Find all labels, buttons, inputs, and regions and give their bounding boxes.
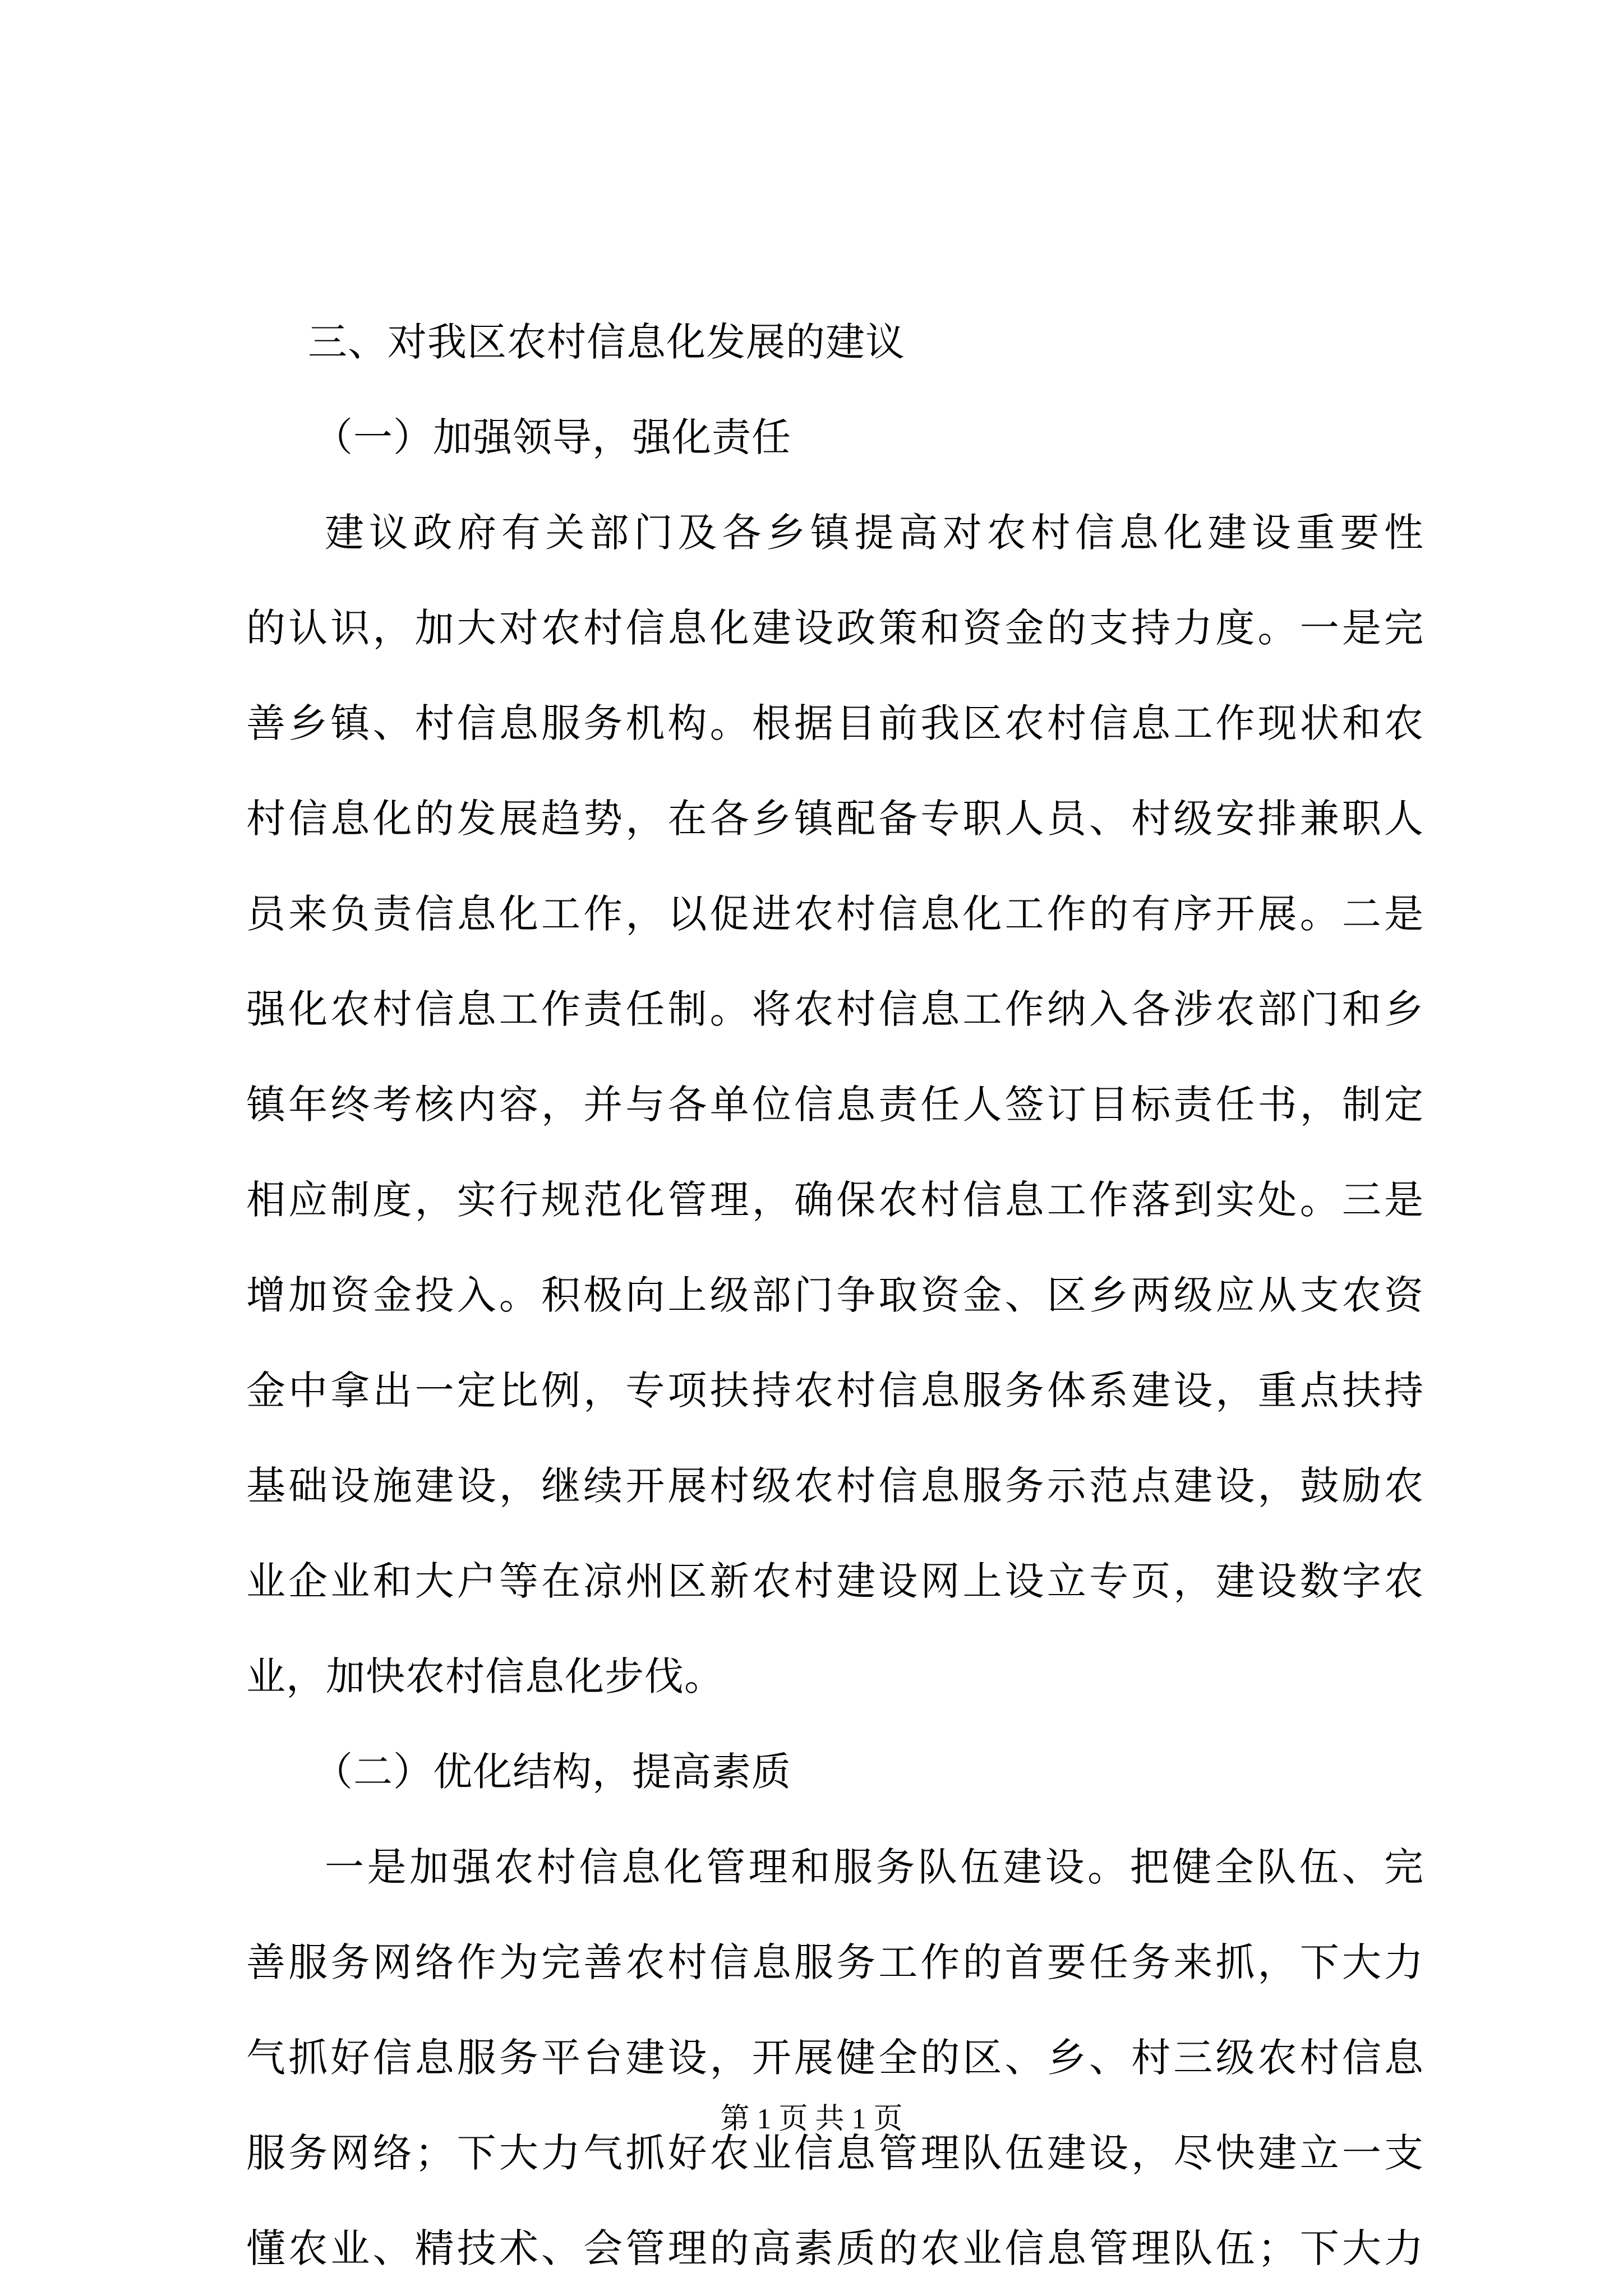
paragraph-line: 一是加强农村信息化管理和服务队伍建设。把健全队伍、完 [325,1844,1424,1890]
paragraph-line: 善乡镇、村信息服务机构。根据目前我区农村信息工作现状和农 [246,700,1424,746]
subsection-title-1: （一）加强领导，强化责任 [313,414,791,460]
paragraph-line: 相应制度，实行规范化管理，确保农村信息工作落到实处。三是 [246,1177,1424,1223]
section-heading: 三、对我区农村信息化发展的建议 [308,319,905,365]
paragraph-line: 业，加快农村信息化步伐。 [246,1653,724,1699]
page-footer [0,2100,1623,2139]
paragraph-line: 增加资金投入。积极向上级部门争取资金、区乡两级应从支农资 [246,1272,1424,1318]
paragraph-line: 员来负责信息化工作，以促进农村信息化工作的有序开展。二是 [246,891,1424,937]
paragraph-line: 气抓好信息服务平台建设，开展健全的区、乡、村三级农村信息 [246,2035,1424,2081]
document-body [246,294,1424,2296]
paragraph-line: 建议政府有关部门及各乡镇提高对农村信息化建设重要性 [325,510,1424,556]
paragraph-line: 基础设施建设，继续开展村级农村信息服务示范点建设，鼓励农 [246,1463,1424,1509]
paragraph-line: 金中拿出一定比例，专项扶持农村信息服务体系建设，重点扶持 [246,1368,1424,1413]
paragraph-line: 强化农村信息工作责任制。将农村信息工作纳入各涉农部门和乡 [246,986,1424,1032]
paragraph-line: 镇年终考核内容，并与各单位信息责任人签订目标责任书，制定 [246,1082,1424,1128]
paragraph-line: 善服务网络作为完善农村信息服务工作的首要任务来抓，下大力 [246,1939,1424,1985]
paragraph-line: 业企业和大户等在凉州区新农村建设网上设立专页，建设数字农 [246,1558,1424,1604]
paragraph-line: 村信息化的发展趋势，在各乡镇配备专职人员、村级安排兼职人 [246,796,1424,842]
subsection-title-2: （二）优化结构，提高素质 [313,1749,791,1795]
paragraph-line: 服务网络；下大力气抓好农业信息管理队伍建设，尽快建立一支 [246,2130,1424,2176]
paragraph-line: 懂农业、精技术、会管理的高素质的农业信息管理队伍；下大力 [246,2225,1424,2271]
page-number: 第 1 页 共 1 页 [720,2103,903,2135]
paragraph-line: 的认识，加大对农村信息化建设政策和资金的支持力度。一是完 [246,605,1424,651]
